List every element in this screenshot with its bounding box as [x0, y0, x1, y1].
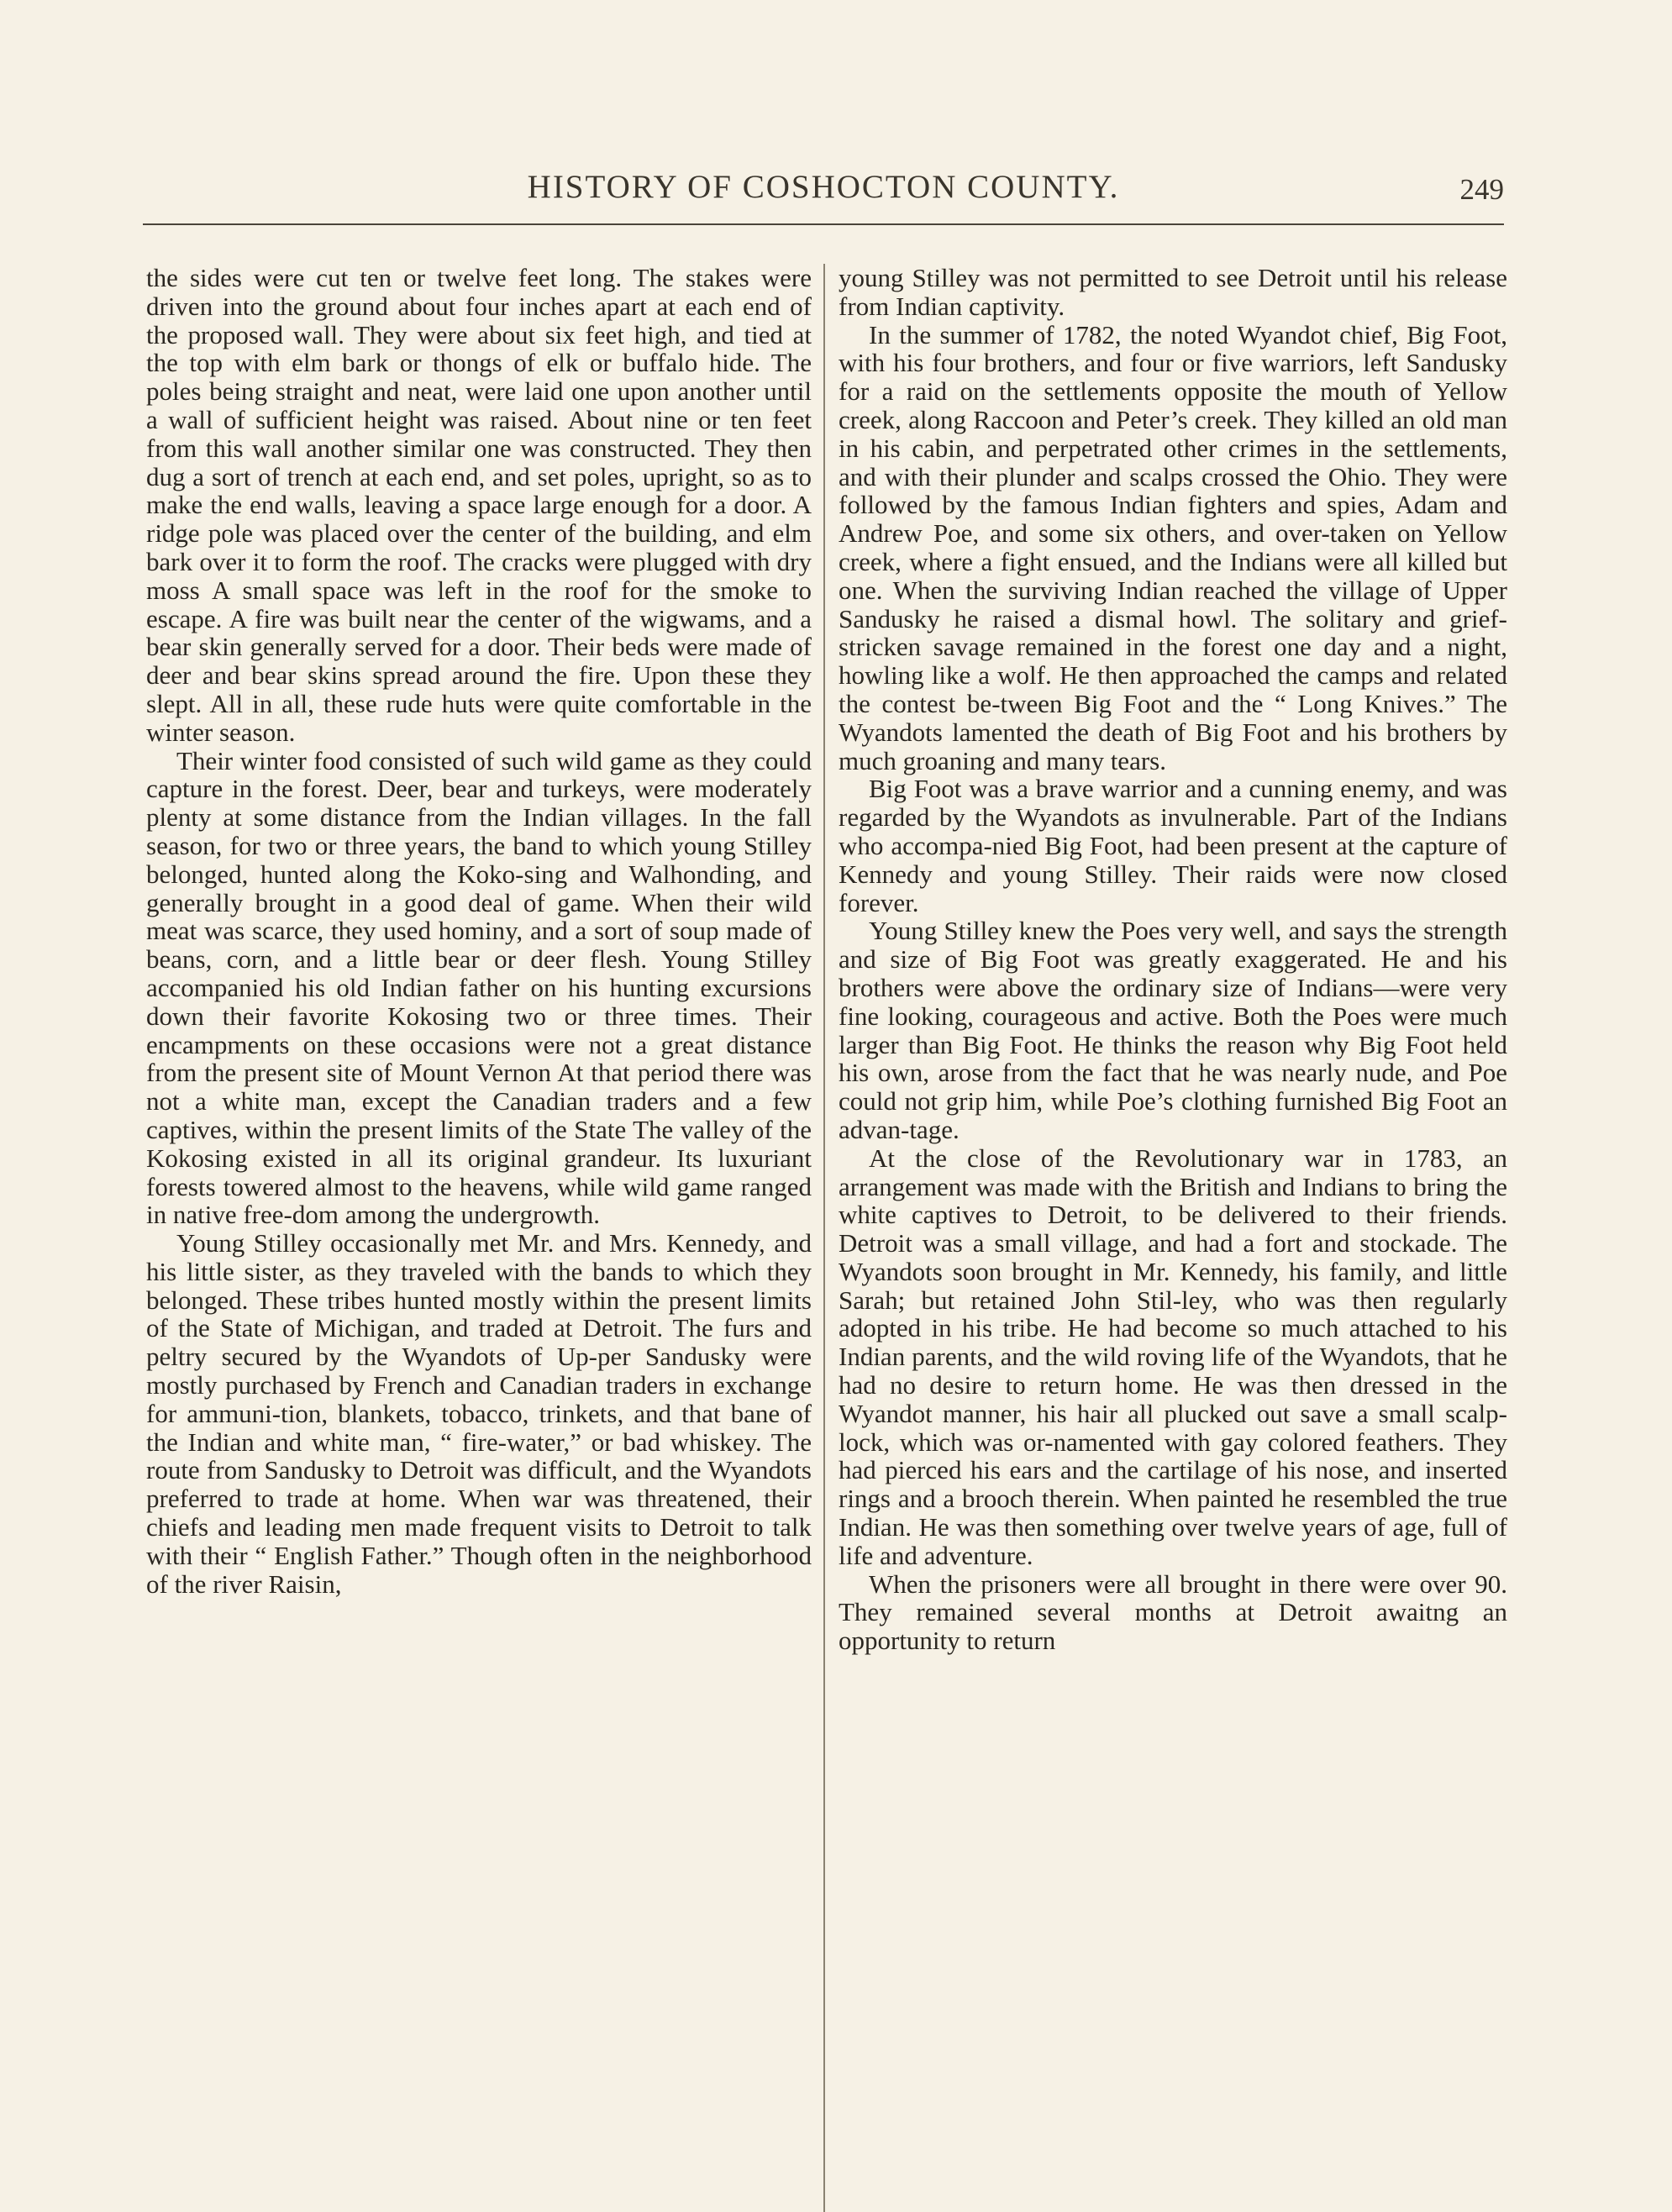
column-divider — [823, 264, 825, 2212]
left-column — [146, 264, 812, 1598]
running-title: HISTORY OF COSHOCTON COUNTY. — [527, 169, 1120, 205]
paragraph: the sides were cut ten or twelve feet long. The stakes were driven into the ground about four inches apart at each end of the proposed wall. They were about six feet high, and tied at the top with elm bark or thongs of elk or buffalo hide. The poles being straight and neat, were laid one upon another until a wall of sufficient height was raised. About nine or ten feet from this wall another similar one was constructed. They then dug a sort of trench at each end, and set poles, upright, so as to make the end walls, leaving a space large enough for a door. A ridge pole was placed over the center of the building, and elm bark over it to form the roof. The cracks were plugged with dry moss A small space was left in the roof for the smoke to escape. A fire was built near the center of the wigwams, and a bear skin generally served for a door. Their beds were made of deer and bear skins spread around the fire. Upon these they slept. All in all, these rude huts were quite comfortable in the winter season. — [146, 263, 812, 747]
paragraph: In the summer of 1782, the noted Wyandot chief, Big Foot, with his four brothers, and four or five warriors, left Sandusky for a raid on the settlements opposite the mouth of Yellow creek, along Raccoon and Peter’s creek. They killed an old man in his cabin, and perpetrated other crimes in the settlements, and with their plunder and scalps crossed the Ohio. They were followed by the famous Indian fighters and spies, Adam and Andrew Poe, and some six others, and over-taken on Yellow creek, where a fight ensued, and the Indians were all killed but one. When the surviving Indian reached the village of Upper Sandusky he raised a dismal howl. The solitary and grief-stricken savage remained in the forest one day and a night, howling like a wolf. He then approached the camps and related the contest be-tween Big Foot and the “ Long Knives.” The Wyandots lamented the death of Big Foot and his brothers by much groaning and many tears. — [839, 319, 1507, 775]
header-rule — [143, 223, 1504, 225]
paragraph: young Stilley was not permitted to see Detroit until his release from Indian captivity. — [839, 263, 1507, 321]
paragraph: Big Foot was a brave warrior and a cunning enemy, and was regarded by the Wyandots as invulnerable. Part of the Indians who accompa-nied Big Foot, had been present at the capture of Kennedy and young Stilley. Their raids were now closed forever. — [839, 774, 1507, 917]
paragraph: Young Stilley knew the Poes very well, and says the strength and size of Big Foot was greatly exaggerated. He and his brothers were above the ordinary size of Indians—were very fine looking, courageous and active. Both the Poes were much larger than Big Foot. He thinks the reason why Big Foot held his own, arose from the fact that he was nearly nude, and Poe could not grip him, while Poe’s clothing furnished Big Foot an advan-tage. — [839, 916, 1507, 1144]
paragraph: At the close of the Revolutionary war in 1783, an arrangement was made with the British and Indians to bring the white captives to Detroit, to be delivered to their friends. Detroit was a small village, and had a fort and stockade. The Wyandots soon brought in Mr. Kennedy, his family, and little Sarah; but retained John Stil-ley, who was then regularly adopted in his tribe. He had become so much attached to his Indian parents, and the wild roving life of the Wyandots, that he had no desire to return home. He was then dressed in the Wyandot manner, his hair all plucked out save a small scalp-lock, which was or-namented with gay colored feathers. They had pierced his ears and the cartilage of his nose, and inserted rings and a brooch therein. When painted he resembled the true Indian. He was then something over twelve years of age, full of life and adventure. — [839, 1143, 1507, 1570]
paragraph: Young Stilley occasionally met Mr. and Mrs. Kennedy, and his little sister, as they traveled with the bands to which they belonged. These tribes hunted mostly within the present limits of the State of Michigan, and traded at Detroit. The furs and peltry secured by the Wyandots of Up-per Sandusky were mostly purchased by French and Canadian traders in exchange for ammuni-tion, blankets, tobacco, trinkets, and that bane of the Indian and white man, “ fire-water,” or bad whiskey. The route from Sandusky to Detroit was difficult, and the Wyandots preferred to trade at home. When war was threatened, their chiefs and leading men made frequent visits to Detroit to talk with their “ English Father.” Though often in the neighborhood of the river Raisin, — [146, 1228, 812, 1599]
page-header — [143, 168, 1504, 218]
paragraph: Their winter food consisted of such wild game as they could capture in the forest. Deer, bear and turkeys, were moderately plenty at some distance from the Indian villages. In the fall season, for two or three years, the band to which young Stilley belonged, hunted along the Koko-sing and Walhonding, and generally brought in a good deal of game. When their wild meat was scarce, they used hominy, and a sort of soup made of beans, corn, and a little bear or deer flesh. Young Stilley accompanied his old Indian father on his hunting excursions down their favorite Kokosing two or three times. Their encampments on these occasions were not a great distance from the present site of Mount Vernon At that period there was not a white man, except the Canadian traders and a few captives, within the present limits of the State The valley of the Kokosing existed in all its original grandeur. Its luxuriant forests towered almost to the heavens, while wild game ranged in native free-dom among the undergrowth. — [146, 745, 812, 1230]
page-number: 249 — [1459, 173, 1504, 206]
right-column — [839, 264, 1507, 1655]
paragraph: When the prisoners were all brought in there were over 90. They remained several months at Detroit awaitng an opportunity to return — [839, 1568, 1507, 1656]
